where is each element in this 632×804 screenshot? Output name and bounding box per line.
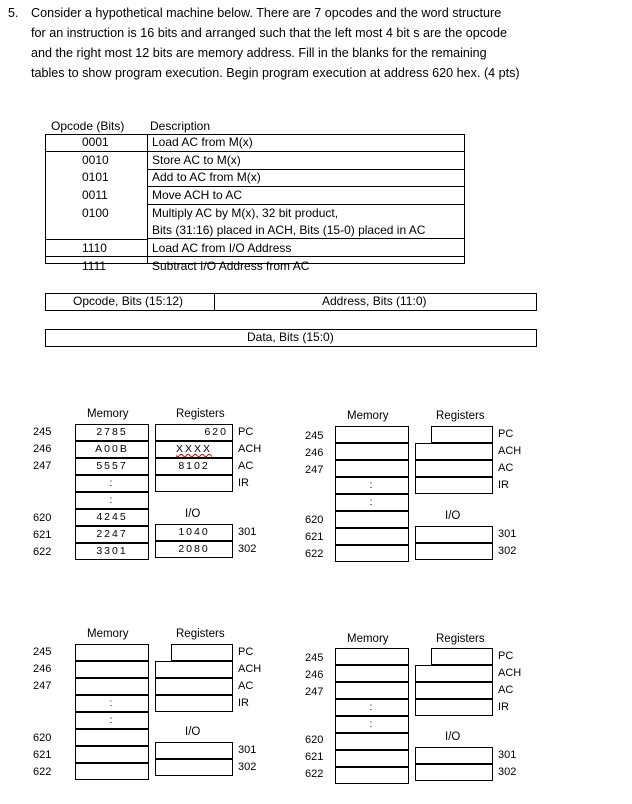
ach-label: ACH [498,667,522,679]
io-title: I/O [445,510,461,522]
question-text [8,3,623,83]
ac-label: AC [498,462,514,474]
ac-register[interactable]: 8102 [155,458,233,475]
memory-cell[interactable] [335,682,409,699]
memory-cell[interactable] [335,528,409,545]
memory-ellipsis-cell: : [335,494,409,511]
memory-cell[interactable] [335,545,409,562]
question-line-2: for an instruction is 16 bits and arranged such that the left most 4 bit s are the opcode [31,26,508,40]
io-port-301[interactable]: 1040 [155,524,233,541]
question-number: 5. [8,6,19,20]
question-line-3: and the right most 12 bits are memory address. Fill in the blanks for the remaining [31,46,487,60]
ach-register[interactable] [415,443,493,460]
address-label: 245 [305,652,324,664]
address-label: 246 [33,663,52,675]
row-line [46,151,464,152]
ac-label: AC [498,684,514,696]
address-label: 247 [305,686,324,698]
opcode-cell: 0100 [82,206,109,220]
io-port-label: 301 [238,526,257,538]
opcode-cell: 0010 [82,153,109,167]
address-label: 245 [305,430,324,442]
io-port-302[interactable] [415,543,493,560]
description-cell: Multiply AC by M(x), 32 bit product, [152,206,339,220]
table-row [46,153,464,169]
table-row [46,135,464,151]
row-line [147,186,464,187]
memory-cell[interactable] [335,648,409,665]
address-label: 622 [305,548,324,560]
question-line-4: tables to show program execution. Begin program execution at address 620 hex. (4 pts) [31,66,520,80]
ach-label: ACH [238,663,262,675]
address-label: 621 [33,529,52,541]
address-label: 245 [33,646,52,658]
state-panel-step-1 [305,410,535,580]
format-divider [214,294,215,310]
description-cell: Move ACH to AC [152,188,243,202]
opcode-cell: 0001 [82,135,109,149]
memory-cell[interactable] [335,767,409,784]
ir-register[interactable] [415,699,493,716]
address-label: 622 [33,766,52,778]
pc-label: PC [498,428,514,440]
ach-register[interactable] [155,661,233,678]
memory-ellipsis-cell: : [335,477,409,494]
pc-register[interactable] [171,644,233,661]
pc-label: PC [238,426,254,438]
address-label: 622 [33,546,52,558]
table-row [46,259,464,275]
address-label: 621 [33,749,52,761]
memory-cell[interactable] [335,665,409,682]
pc-register[interactable] [431,648,493,665]
pc-label: PC [498,650,514,662]
memory-cell[interactable]: 2247 [75,526,149,543]
memory-ellipsis-cell: : [75,475,149,492]
io-title: I/O [445,731,461,743]
memory-cell[interactable] [75,763,149,780]
address-label: 247 [33,680,52,692]
io-port-302[interactable]: 2080 [155,541,233,558]
memory-ellipsis-cell: : [75,492,149,509]
ac-register[interactable] [415,682,493,699]
description-cell: Load AC from M(x) [152,135,253,149]
description-cell-line-2: Bits (31:16) placed in ACH, Bits (15-0) placed in AC [152,223,426,237]
description-cell: Load AC from I/O Address [152,241,292,255]
table-row [46,188,464,204]
address-label: 622 [305,768,324,780]
memory-cell[interactable] [335,511,409,528]
ach-label: ACH [238,443,262,455]
memory-cell[interactable]: 3301 [75,543,149,560]
memory-ellipsis-cell: : [335,699,409,716]
memory-cell[interactable]: 5557 [75,458,149,475]
io-port-302[interactable] [415,764,493,781]
ach-register[interactable]: XXXX [155,441,233,458]
io-port-301[interactable] [415,747,493,764]
io-port-label: 302 [498,766,517,778]
row-line [46,239,147,240]
memory-cell[interactable] [75,644,149,661]
instruction-format-bar [45,293,537,311]
address-label: 620 [33,512,52,524]
opcode-cell: 1110 [82,241,107,255]
ac-register[interactable] [415,460,493,477]
memory-cell[interactable] [335,426,409,443]
ir-label: IR [238,697,249,709]
memory-cell[interactable]: 2785 [75,424,149,441]
memory-cell[interactable] [75,678,149,695]
io-port-label: 301 [238,744,257,756]
pc-register[interactable]: 620 [155,424,233,441]
table-row [46,241,464,257]
table-row [46,170,464,186]
address-label: 246 [305,447,324,459]
memory-ellipsis-cell: : [75,695,149,712]
registers-title: Registers [176,408,225,420]
memory-title: Memory [347,410,389,422]
state-panel-initial [33,408,293,578]
io-port-302[interactable] [155,759,233,776]
ach-label: ACH [498,445,522,457]
memory-ellipsis-cell: : [75,712,149,729]
address-field-label: Address, Bits (11:0) [322,294,427,308]
memory-title: Memory [87,408,129,420]
memory-cell[interactable]: A00B [75,441,149,458]
memory-cell[interactable] [335,443,409,460]
registers-title: Registers [176,628,225,640]
memory-cell[interactable] [75,729,149,746]
state-panel-step-3 [305,633,535,798]
ir-register[interactable] [155,475,233,492]
ac-label: AC [238,680,254,692]
row-line [147,238,464,239]
address-label: 620 [33,732,52,744]
address-label: 247 [305,464,324,476]
io-port-301[interactable] [155,742,233,759]
io-title: I/O [185,508,201,520]
ir-label: IR [238,477,249,489]
ir-label: IR [498,479,509,491]
description-cell: Add to AC from M(x) [152,170,261,184]
ir-register[interactable] [155,695,233,712]
memory-cell[interactable] [335,460,409,477]
io-title: I/O [185,726,201,738]
address-label: 247 [33,460,52,472]
opcode-cell: 0101 [82,170,109,184]
description-header: Description [150,119,211,133]
ac-register[interactable] [155,678,233,695]
io-port-label: 301 [498,749,517,761]
table-row [46,206,464,240]
address-label: 620 [305,734,324,746]
opcode-table-box [45,134,465,273]
opcode-field-label: Opcode, Bits (15:12) [73,294,184,308]
registers-title: Registers [436,633,485,645]
address-label: 245 [33,426,52,438]
ach-register[interactable] [415,665,493,682]
data-format-bar [45,329,537,347]
pc-register[interactable] [431,426,493,443]
address-label: 621 [305,531,324,543]
state-panel-step-2 [33,628,293,798]
description-cell: Store AC to M(x) [152,153,241,167]
memory-cell[interactable] [75,746,149,763]
address-label: 246 [305,669,324,681]
pc-label: PC [238,646,254,658]
memory-ellipsis-cell: : [335,716,409,733]
memory-cell[interactable] [75,661,149,678]
ac-label: AC [238,460,254,472]
ir-register[interactable] [415,477,493,494]
io-port-label: 302 [238,543,257,555]
description-cell: Subtract I/O Address from AC [152,259,310,273]
address-label: 246 [33,443,52,455]
row-line [147,204,464,205]
opcode-header: Opcode (Bits) [51,119,125,133]
io-port-label: 301 [498,528,517,540]
address-label: 621 [305,751,324,763]
data-field-label: Data, Bits (15:0) [247,330,334,344]
io-port-label: 302 [498,545,517,557]
opcode-cell: 1111 [82,259,107,273]
registers-title: Registers [436,410,485,422]
io-port-label: 302 [238,761,257,773]
io-port-301[interactable] [415,526,493,543]
address-label: 620 [305,514,324,526]
memory-cell[interactable] [335,733,409,750]
memory-cell[interactable] [335,750,409,767]
memory-cell[interactable]: 4245 [75,509,149,526]
ir-label: IR [498,701,509,713]
memory-title: Memory [87,628,129,640]
question-line-1: Consider a hypothetical machine below. There are 7 opcodes and the word structure [31,6,502,20]
row-line [46,256,464,257]
memory-title: Memory [347,633,389,645]
opcode-cell: 0011 [82,188,108,202]
